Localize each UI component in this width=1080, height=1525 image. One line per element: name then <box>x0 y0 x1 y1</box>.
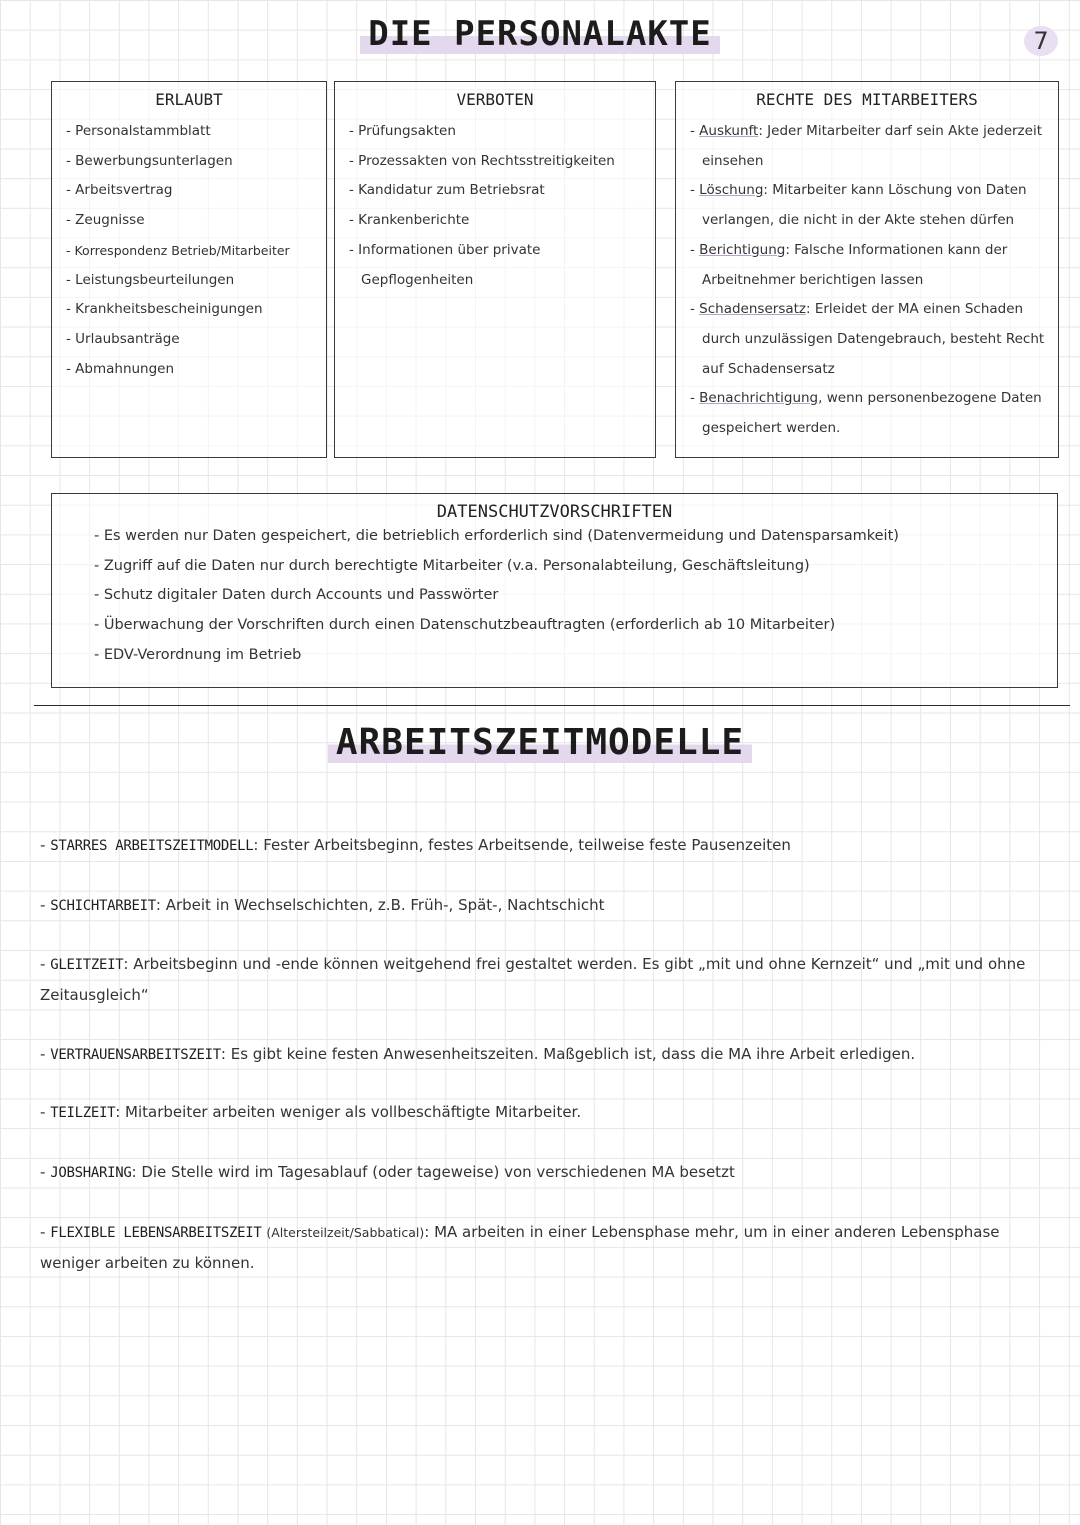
model-term: TEILZEIT <box>50 1105 116 1121</box>
list-item: - Es werden nur Daten gespeichert, die betrieblich erforderlich sind (Datenvermeidung und Datensparsamkeit) <box>94 528 899 544</box>
list-item: - Auskunft: Jeder Mitarbeiter darf sein Akte jederzeit einsehen <box>690 123 1042 169</box>
erlaubt-heading: ERLAUBT <box>155 90 223 109</box>
list-item: - Urlaubsanträge <box>66 330 180 347</box>
list-item: - Bewerbungsunterlagen <box>66 152 233 169</box>
model-item: - STARRES ARBEITSZEITMODELL: Fester Arbeitsbeginn, festes Arbeitsende, teilweise feste Pausenzeiten <box>40 836 791 854</box>
list-item: - Krankenberichte <box>349 212 470 229</box>
datenschutz-heading: DATENSCHUTZVORSCHRIFTEN <box>436 502 673 522</box>
rechte-text: Falsche Informationen kann der Arbeitnehmer berichtigen lassen <box>702 241 1008 288</box>
rechte-text: Erleidet der MA einen Schaden durch unzulässigen Datengebrauch, besteht Recht auf Schadensersatz <box>702 301 1045 377</box>
list-item: - Benachrichtigung, wenn personenbezogene Daten gespeichert werden. <box>690 390 1042 437</box>
list-item: - Löschung: Mitarbeiter kann Löschung von Daten verlangen, die nicht in der Akte stehen dürfen <box>690 182 1027 229</box>
list-item: - Schadensersatz: Erleidet der MA einen Schaden durch unzulässigen Datengebrauch, besteht Recht auf Schadensersatz <box>690 301 1045 377</box>
rechte-box <box>675 81 1059 458</box>
rechte-term: Schadensersatz <box>699 301 806 318</box>
datenschutz-box <box>51 493 1058 688</box>
model-text: Mitarbeiter arbeiten weniger als vollbeschäftigte Mitarbeiter. <box>125 1103 582 1121</box>
datenschutz-list <box>52 522 1057 671</box>
rechte-term: Auskunft <box>699 123 759 139</box>
model-item: - JOBSHARING: Die Stelle wird im Tagesablauf (oder tageweise) von verschiedenen MA besetzt <box>40 1163 735 1181</box>
model-item: - GLEITZEIT: Arbeitsbeginn und -ende können weitgehend frei gestaltet werden. Es gibt „mit und ohne Kernzeit“ und „mit und ohne Zeitausgleich“ <box>40 955 1026 1004</box>
list-item: - Arbeitsvertrag <box>66 182 173 199</box>
section-divider <box>34 705 1070 706</box>
model-term: STARRES ARBEITSZEITMODELL <box>50 838 254 854</box>
rechte-list <box>676 117 1058 444</box>
model-term: FLEXIBLE LEBENSARBEITSZEIT <box>50 1225 262 1241</box>
list-item: - Prüfungsakten <box>349 123 456 139</box>
model-text: Es gibt keine festen Anwesenheitszeiten. Maßgeblich ist, dass die MA ihre Arbeit erledigen. <box>230 1045 916 1063</box>
list-item: - Kandidatur zum Betriebsrat <box>349 182 545 199</box>
rechte-text: Jeder Mitarbeiter darf sein Akte jederzeit einsehen <box>702 123 1042 169</box>
rechte-heading: RECHTE DES MITARBEITERS <box>756 90 978 109</box>
section-title-text: ARBEITSZEITMODELLE <box>328 722 752 763</box>
list-item: - EDV-Verordnung im Betrieb <box>94 646 302 663</box>
model-item: - VERTRAUENSARBEITSZEIT: Es gibt keine festen Anwesenheitszeiten. Maßgeblich ist, dass die MA ihre Arbeit erledigen. <box>40 1045 916 1063</box>
rechte-text: wenn personenbezogene Daten gespeichert werden. <box>702 390 1042 437</box>
list-item: - Zugriff auf die Daten nur durch berechtigte Mitarbeiter (v.a. Personalabteilung, Geschäftsleitung) <box>94 557 810 574</box>
rechte-text: Mitarbeiter kann Löschung von Daten verlangen, die nicht in der Akte stehen dürfen <box>702 182 1027 229</box>
section-title <box>0 722 1080 763</box>
model-text: Arbeit in Wechselschichten, z.B. Früh-, Spät-, Nachtschicht <box>165 896 605 914</box>
list-item: - Krankheitsbescheinigungen <box>66 301 263 318</box>
verboten-heading: VERBOTEN <box>456 90 534 109</box>
model-term: GLEITZEIT <box>50 957 124 973</box>
erlaubt-list <box>52 117 326 384</box>
list-item: - Berichtigung: Falsche Informationen kann der Arbeitnehmer berichtigen lassen <box>690 241 1008 288</box>
list-item: - Informationen über private Gepflogenheiten <box>349 241 541 288</box>
model-term: JOBSHARING <box>50 1165 132 1181</box>
model-item: - FLEXIBLE LEBENSARBEITSZEIT (Altersteilzeit/Sabbatical): MA arbeiten in einer Lebensphase mehr, um in einer anderen Lebensphase weniger arbeiten zu können. <box>40 1223 1000 1272</box>
rechte-term: Benachrichtigung <box>699 390 819 407</box>
list-item: - Schutz digitaler Daten durch Accounts und Passwörter <box>94 587 499 604</box>
rechte-term: Berichtigung <box>699 241 786 258</box>
model-text: Die Stelle wird im Tagesablauf (oder tageweise) von verschiedenen MA besetzt <box>141 1163 735 1181</box>
model-text: Fester Arbeitsbeginn, festes Arbeitsende, teilweise feste Pausenzeiten <box>263 836 791 854</box>
list-item: - Zeugnisse <box>66 212 145 229</box>
model-text: MA arbeiten in einer Lebensphase mehr, um in einer anderen Lebensphase weniger arbeiten zu können. <box>40 1223 1000 1272</box>
model-note: (Altersteilzeit/Sabbatical) <box>266 1225 425 1240</box>
list-item: - Leistungsbeurteilungen <box>66 271 235 288</box>
model-item: - SCHICHTARBEIT: Arbeit in Wechselschichten, z.B. Früh-, Spät-, Nachtschicht <box>40 896 605 914</box>
erlaubt-box <box>51 81 327 458</box>
page-number: 7 <box>1024 26 1058 56</box>
list-item: - Abmahnungen <box>66 360 175 377</box>
list-item: - Korrespondenz Betrieb/Mitarbeiter <box>66 242 290 258</box>
list-item: - Prozessakten von Rechtsstreitigkeiten <box>349 152 615 169</box>
page-title-text: DIE PERSONALAKTE <box>360 14 720 54</box>
list-item: - Überwachung der Vorschriften durch einen Datenschutzbeauftragten (erforderlich ab 10 Mitarbeiter) <box>94 617 836 634</box>
verboten-box <box>334 81 656 458</box>
page-title <box>0 14 1080 54</box>
rechte-term: Löschung <box>699 182 764 199</box>
list-item: - Personalstammblatt <box>66 123 211 139</box>
model-text: Arbeitsbeginn und -ende können weitgehend frei gestaltet werden. Es gibt „mit und ohne Kernzeit“ und „mit und ohne Zeitausgleich“ <box>40 955 1026 1004</box>
model-term: SCHICHTARBEIT <box>50 898 156 914</box>
verboten-list <box>335 117 655 295</box>
model-term: VERTRAUENSARBEITSZEIT <box>50 1047 221 1063</box>
model-item: - TEILZEIT: Mitarbeiter arbeiten weniger als vollbeschäftigte Mitarbeiter. <box>40 1103 582 1121</box>
